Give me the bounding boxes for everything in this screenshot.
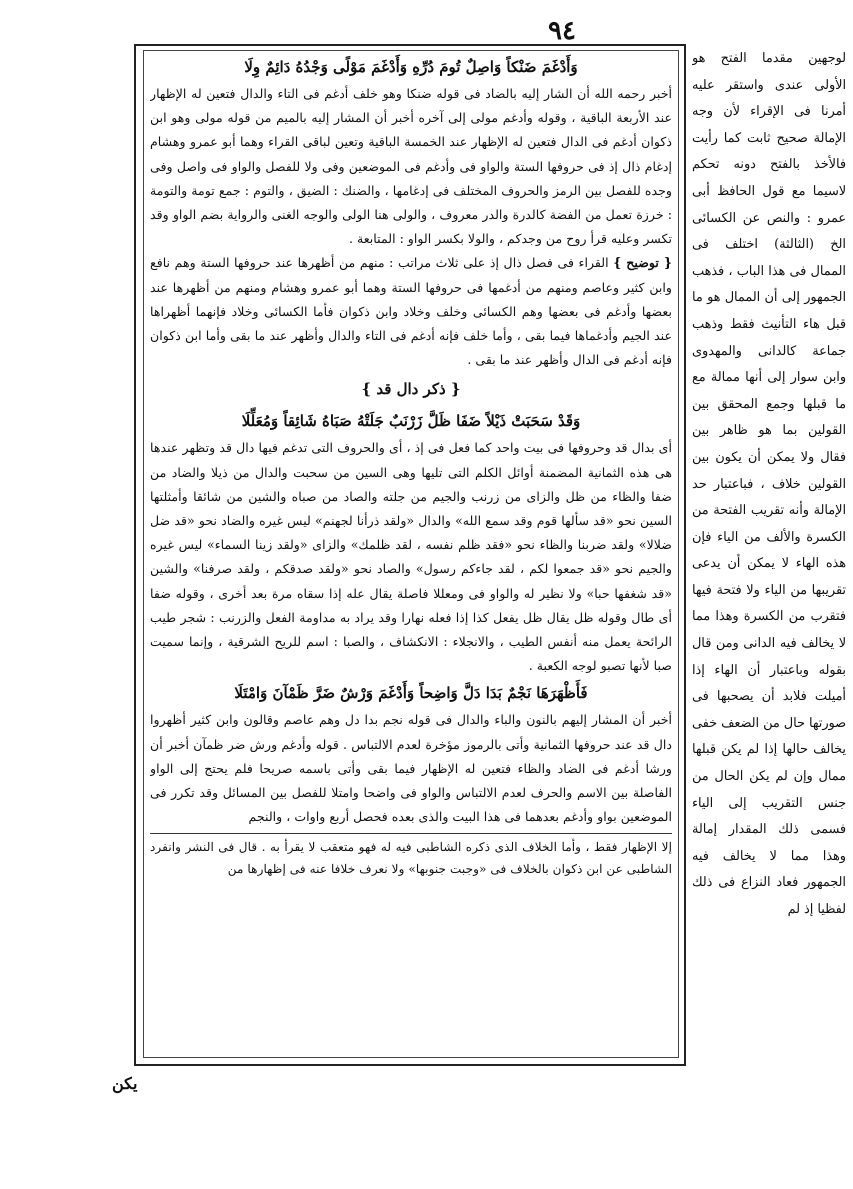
footnote: إلا الإظهار فقط ، وأما الخلاف الذى ذكره الشاطبى فيه له فهو متعقب لا يقرأ به . قال فى النشر وانفرد الشاطبى عن ابن ذكوان بالخلاف فى «وجبت جنوبها» ولا نعرف خلافا عنه فى إظهارها من — [150, 840, 672, 877]
tawdih-text: القراء فى فصل ذال إذ على ثلاث مراتب : منهم من أظهرها عند حروفها الستة وهم نافع وابن كثير وعاصم ومنهم من أدغمها فى حروفها الستة وهما أبو عمرو وهشام ومنهم من أظهرها عند بعضها وأدغم فى بعضها وهم الكسائى وخلف وخلاد وابن ذكوان فأما الكسائى وخلاد فإنهما أظهراها عند الجيم وأدغماها فيما بقى ، وأما خلف فإنه أدغم فى التاء والدال وأظهر عند ما بقى وأما ابن ذكوان فإنه أدغم فى الدال وأظهر عند ما بقى . — [150, 255, 672, 368]
section-heading: { ذكر دال قد } — [361, 380, 461, 399]
margin-commentary: لوجهين مقدما الفتح هو الأولى عندى واستقر عليه أمرنا فى الإقراء لأن وجه الإمالة صحيح ثابت كما رأيت فالأخذ بالفتح دونه تحكم لاسيما مع قول الحافظ أبى عمرو : والنص عن الكسائى الخ (الثالثة) اختلف فى الممال فى هذا الباب ، فذهب الجمهور إلى أن الممال هو ما قبل هاء التأنيث فقط وذهب جماعة كالدانى والمهدوى وابن سوار إلى أنها ممالة مع ما قبلها وجمع المحقق بين القولين بما هو ظاهر بين فقال ولا يمكن أن يكون بين القولين خلاف ، فباعتبار حد الإمالة وأنه تقريب الفتحة من الكسرة والألف من الياء فإن هذه الهاء لا يمكن أن يدعى تقريبها من الياء ولا فتحة فيها فتقرب من الكسرة وهذا مما لا يخالف فيه الدانى ومن قال بقوله وباعتبار أن الهاء إذا أميلت فلابد أن يصحبها فى صورتها حال من الضعف خفى يخالف حالها إذا لم يكن قبلها ممال وإن لم يكن الحال من جنس التقريب إلى الياء فسمى ذلك المقدار إمالة وهذا مما لا يخالف فيه الجمهور فعاد النزاع فى ذلك لفظيا إذ لم — [692, 51, 846, 917]
verse-line: وَأَدْغَمَ ضَنْكاً وَاصِلٌ تُومَ دُرِّهِ وَأَدْغَمَ مَوْلًى وَجْدُهُ دَائِمٌ وِلَا — [244, 58, 578, 76]
verse-line: فَأَظْهَرَهَا نَجْمٌ بَدَا دَلَّ وَاضِحاً وَأَدْغَمَ وَرْشٌ ضَرَّ ظَمْآنَ وَامْتَلَا — [234, 684, 588, 703]
commentary-paragraph: أخبر أن المشار إليهم بالنون والباء والدال فى قوله نجم بدا دل وهم عاصم وقالون وابن كثير أظهروا دال قد عند حروفها الثمانية وأتى بالرموز مؤخرة لعدم الالتباس . قوله وأدغم ورش ضر ظمآن أخبر أن ورشا أدغم فى الضاد والظاء فتعين له الإظهار فيما بقى وأتى باسمه صريحا فلم يحتج إلى الواو الفاصلة بين الاسم والحرف لعدم الالتباس والواو فى واضحا وامتلا للفصل بين المسائل وقد تكرر فى الموضعين بواو وأدغم بعدهما فى هذا البيت والذى بعده فحصل أربع واوات ، والنجم — [150, 712, 672, 825]
main-text-column — [150, 52, 672, 1056]
catchword: يكن — [112, 1074, 138, 1093]
page-number: ٩٤ — [548, 16, 576, 46]
commentary-paragraph: أى بدال قد وحروفها فى بيت واحد كما فعل فى إذ ، أى والحروف التى تدغم فيها دال قد وتظهر عندها هى هذه الثمانية المضمنة أوائل الكلم التى تليها وهى السين من سحبت والدال من ذيلا والضاد من ضفا والظاء من ظل والزاى من زرنب والجيم من جلته والصاد من صباه والشين من شائقا وأمثلتها السين نحو «قد سألها قوم وقد سمع الله» والدال «ولقد ذرأنا لجهنم» ليس غيره والضاد نحو «قد ضل ضلالا» ولقد ضربنا والظاء نحو «فقد ظلم نفسه ، لقد ظلمك» والزاى «ولقد زينا السماء» ليس غيره والجيم نحو «قد جمعوا لكم ، لقد جاءكم رسول» والصاد نحو «ولقد صدقكم ، ولقد صرفنا» والشين «قد شغفها حبا» ولا نظير له والواو فى ومعللا فاصلة يقال عله إذا سقاه مرة بعد أخرى ، وقوله ضفا أى طال وقوله ظل يقال ظل يفعل كذا إذا فعله نهارا وقد يراد به مداومة الفعل والزرنب : شجر طيب الرائحة يعمل منه أنفس الطيب ، والانجلاء : الانكشاف ، والصبا : اسم للريح الشرقية ، وإنما سميت صبا لأنها تصبو لوجه الكعبة . — [150, 440, 672, 674]
tawdih-label: { توضيح } — [613, 255, 672, 271]
tawdih-paragraph — [150, 251, 672, 372]
commentary-paragraph: أخبر رحمه الله أن الشار إليه بالضاد فى قوله ضنكا وهو خلف أدغم فى التاء والدال فتعين له الإظهار عند الأربعة الباقية ، وقوله وأدغم مولى إلى آخره أخبر أن المشار إليه بالميم من قوله مولى وهو ابن ذكوان أدغم فى الدال فتعين له الإظهار عند الخمسة الباقية وتعين لباقى القراء وهما أبو عمرو وهشام إدغام ذال إذ فى حروفها الستة والواو فى وأدغم فى الموضعين وفى ولا للفصل والواو فى واصل وفى وجده للفصل بين الرمز والحروف المختلف فى إدغامها ، والضنك : الضيق ، والتوم : جمع تومة والتومة : خرزة تعمل من الفضة كالدرة والدر معروف ، والولى هنا الولى والوجه الغنى والرواية بضم الواو وقد تكسر وعليه قرأ روح من وجدكم ، والولا بكسر الواو : المتابعة . — [150, 86, 672, 247]
footnote-divider — [150, 833, 672, 834]
verse-line: وَقَدْ سَحَبَتْ ذَيْلاً ضَفَا ظَلَّ زَرْنَبٌ جَلَتْهُ صَبَاهُ شَائِقاً وَمُعَلِّلَا — [241, 412, 581, 431]
